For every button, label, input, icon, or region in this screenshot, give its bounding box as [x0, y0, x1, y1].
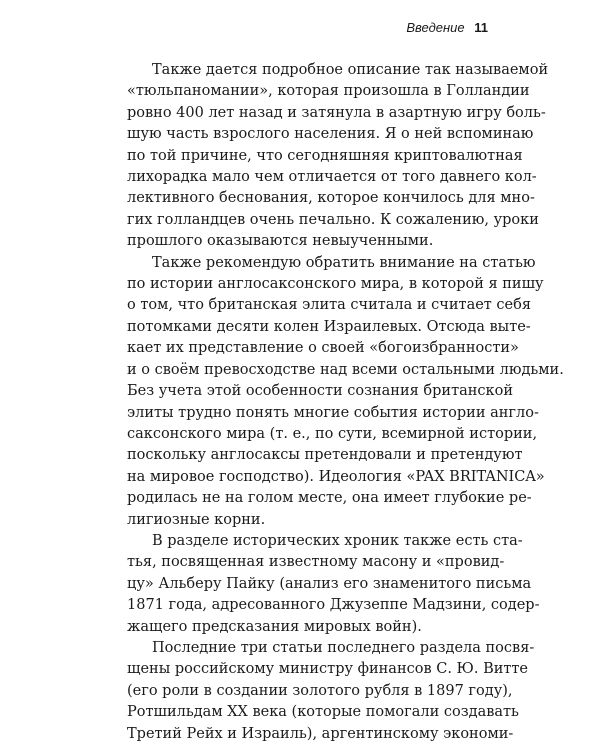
body-text	[102, 60, 564, 745]
text-line: 1871 года, адресованного Джузеппе Мадзини, содер-	[127, 597, 540, 614]
text-line: Также рекомендую обратить внимание на статью	[152, 254, 536, 271]
text-line: лигиозные корни.	[127, 511, 266, 528]
text-line: по той причине, что сегодняшняя криптовалютная	[127, 147, 523, 164]
text-line: о том, что британская элита считала и считает себя	[127, 297, 532, 314]
text-line: кает их представление о своей «богоизбранности»	[127, 340, 519, 357]
text-line: родилась не на голом месте, она имеет глубокие ре-	[127, 490, 532, 507]
text-line: элиты трудно понять многие события истории англо-	[127, 404, 539, 421]
text-line: щены российскому министру финансов С. Ю. Витте	[127, 661, 529, 678]
page-number: 11	[474, 20, 488, 35]
text-line: жащего предсказания мировых войн).	[127, 618, 422, 635]
text-line: и о своём превосходстве над всеми остальными людьми.	[127, 361, 564, 378]
text-line: Третий Рейх и Израиль), аргентинскому экономи-	[127, 725, 514, 742]
paragraph-tulipmania	[102, 60, 549, 253]
paragraph-anglo-saxon	[102, 253, 564, 531]
text-line: Без учета этой особенности сознания британской	[127, 383, 513, 400]
text-line: шую часть взрослого населения. Я о ней вспоминаю	[127, 126, 534, 143]
text-line: поскольку англосаксы претендовали и претендуют	[127, 447, 523, 464]
text-line: по истории англосаксонского мира, в которой я пишу	[127, 276, 544, 293]
section-title: Введение	[406, 20, 465, 35]
paragraph-albert-pike	[102, 531, 540, 638]
text-line: Также дается подробное описание так называемой	[152, 62, 549, 78]
text-line: «тюльпаномании», которая произошла в Голландии	[127, 83, 530, 100]
paragraph-last-articles	[102, 638, 535, 745]
text-line: (его роли в создании золотого рубля в 1897 году),	[127, 682, 513, 699]
text-line: на мировое господство). Идеология «PAX BRITANICA»	[127, 468, 545, 485]
text-line: прошлого оказываются невыученными.	[127, 233, 434, 250]
text-line: цу» Альберу Пайку (анализ его знаменитого письма	[127, 575, 532, 592]
text-line: лихорадка мало чем отличается от того давнего кол-	[127, 169, 537, 186]
text-line: потомками десяти колен Израилевых. Отсюда выте-	[127, 318, 531, 335]
text-line: В разделе исторических хроник также есть ста-	[152, 532, 523, 549]
text-line: ровно 400 лет назад и затянула в азартную игру боль-	[127, 104, 546, 121]
running-header	[406, 20, 488, 35]
text-line: гих голландцев очень печально. К сожалению, уроки	[127, 211, 539, 228]
text-line: Ротшильдам XX века (которые помогали создавать	[127, 704, 519, 721]
text-line: Последние три статьи последнего раздела посвя-	[152, 639, 535, 656]
text-line: тья, посвященная известному масону и «провид-	[127, 554, 505, 571]
text-line: лективного беснования, которое кончилось для мно-	[127, 190, 535, 207]
text-line: саксонского мира (т. е., по сути, всемирной истории,	[127, 425, 538, 442]
